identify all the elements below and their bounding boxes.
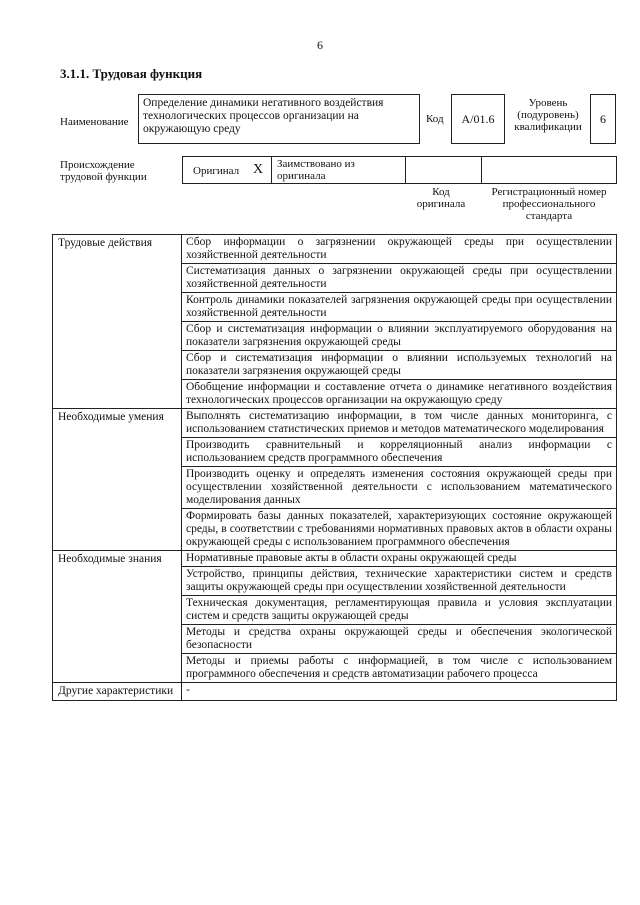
page-number: 6 [317, 38, 323, 52]
section-item: Производить сравнительный и корреляционный анализ информации с использованием средств программного обеспечения [182, 438, 617, 467]
code-original-label: Код оригинала [416, 186, 466, 210]
section-item: Формировать базы данных показателей, характеризующих состояние окружающей среды, в соответствии с требованиями нормативных правовых актов в области охраны окружающей среды с использованием программного обеспечения [182, 509, 617, 551]
section-item: Обобщение информации и составление отчета о динамике негативного воздействия технологических процессов организации на окружающую среду [182, 380, 617, 409]
borrowed-label: Заимствовано из оригинала [277, 158, 355, 182]
section-item: Сбор и систематизация информации о влиянии эксплуатируемого оборудования на показатели загрязнения окружающей среды [182, 322, 617, 351]
origin-divider-2 [405, 157, 406, 183]
section-category: Другие характеристики [53, 683, 182, 701]
table-row [53, 683, 617, 701]
section-item: Выполнять систематизацию информации, в том числе данных мониторинга, с использованием статистических приемов и методов математического моделирования [182, 409, 617, 438]
origin-box [182, 156, 617, 184]
origin-divider-1 [271, 157, 272, 183]
section-category: Необходимые знания [53, 551, 182, 683]
section-title: 3.1.1. Трудовая функция [60, 66, 203, 81]
section-item: Устройство, принципы действия, технические характеристики систем и средств защиты окружающей среды при осуществлении хозяйственной деятельности [182, 567, 617, 596]
table-row [53, 409, 617, 438]
function-name-box: Определение динамики негативного воздействия технологических процессов организации на окружающую среду [138, 94, 420, 144]
origin-label: Происхождение трудовой функции [60, 159, 147, 183]
section-category: Трудовые действия [53, 235, 182, 409]
section-item: Методы и средства охраны окружающей среды и обеспечения экологической безопасности [182, 625, 617, 654]
level-value-box: 6 [590, 94, 616, 144]
section-item: Сбор и систематизация информации о влиянии используемых технологий на показатели загрязнения окружающей среды [182, 351, 617, 380]
code-label: Код [426, 113, 444, 125]
level-label: Уровень (подуровень) квалификации [514, 97, 582, 133]
section-item: Техническая документация, регламентирующая правила и условия эксплуатации систем и средств защиты окружающей среды [182, 596, 617, 625]
section-item: Систематизация данных о загрязнении окружающей среды при осуществлении хозяйственной деятельности [182, 264, 617, 293]
origin-divider-3 [481, 157, 482, 183]
section-category: Необходимые умения [53, 409, 182, 551]
name-label: Наименование [60, 116, 129, 128]
section-item: Контроль динамики показателей загрязнения окружающей среды при осуществлении хозяйственной деятельности [182, 293, 617, 322]
section-item: - [182, 683, 617, 701]
section-item: Методы и приемы работы с информацией, в том числе с использованием программного обеспечения и средств автоматизации рабочего процесса [182, 654, 617, 683]
reg-number-label: Регистрационный номер профессионального стандарта [491, 186, 607, 222]
section-item: Нормативные правовые акты в области охраны окружающей среды [182, 551, 617, 567]
function-details-table [52, 234, 617, 701]
section-item: Сбор информации о загрязнении окружающей среды при осуществлении хозяйственной деятельности [182, 235, 617, 264]
table-row [53, 551, 617, 567]
table-row [53, 235, 617, 264]
code-value-box: A/01.6 [451, 94, 505, 144]
original-label: Оригинал [193, 165, 240, 177]
original-mark: X [253, 162, 264, 177]
section-item: Производить оценку и определять изменения состояния окружающей среды при осуществлении хозяйственной деятельности с использованием математического моделирования данных [182, 467, 617, 509]
